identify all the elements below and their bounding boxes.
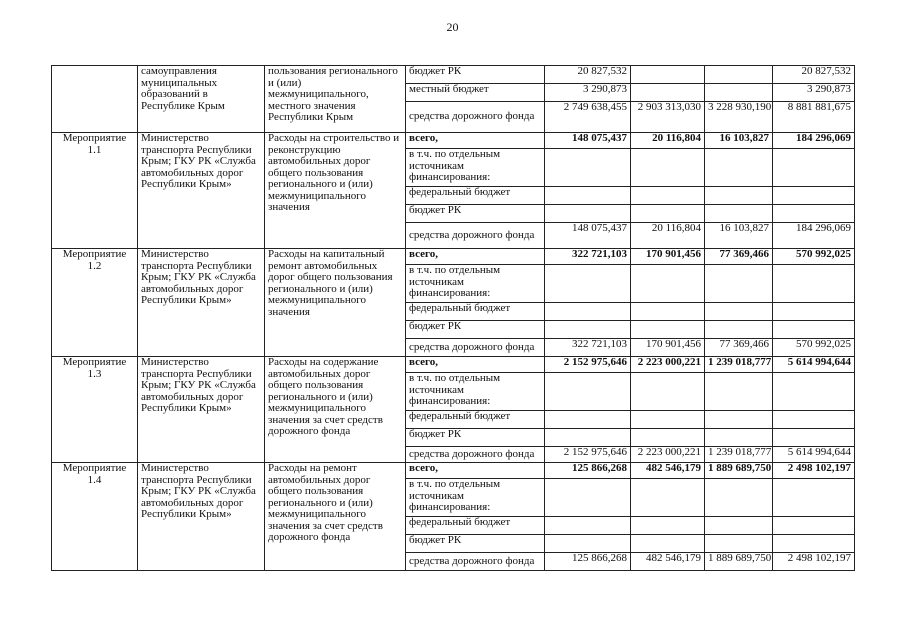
value-cell xyxy=(631,303,705,321)
total-cell xyxy=(773,187,855,205)
total-cell: 3 290,873 xyxy=(773,84,855,102)
table-row xyxy=(52,133,855,149)
description-cell: пользования регионального и (или) межмуниципального, местного значения Республики Крым xyxy=(265,66,406,133)
total-cell xyxy=(773,479,855,517)
value-cell xyxy=(705,66,773,84)
total-cell xyxy=(773,321,855,339)
value-cell xyxy=(631,535,705,553)
value-cell xyxy=(631,479,705,517)
value-cell: 20 827,532 xyxy=(545,66,631,84)
executor-cell: Министерство транспорта Республики Крым; ГКУ РК «Служба автомобильных дорог Республики Крым» xyxy=(138,357,265,463)
value-cell xyxy=(705,84,773,102)
value-cell: 2 223 000,221 xyxy=(631,357,705,373)
source-cell: бюджет РК xyxy=(406,321,545,339)
source-cell: в т.ч. по отдельным источникам финансирования: xyxy=(406,373,545,411)
total-cell: 184 296,069 xyxy=(773,133,855,149)
total-cell xyxy=(773,429,855,447)
value-cell: 20 116,804 xyxy=(631,223,705,249)
measure-cell: Мероприятие 1.4 xyxy=(52,463,138,571)
source-cell: всего, xyxy=(406,133,545,149)
value-cell: 20 116,804 xyxy=(631,133,705,149)
total-cell xyxy=(773,205,855,223)
source-cell: в т.ч. по отдельным источникам финансирования: xyxy=(406,265,545,303)
value-cell xyxy=(631,265,705,303)
total-cell: 20 827,532 xyxy=(773,66,855,84)
value-cell xyxy=(631,321,705,339)
value-cell: 1 239 018,777 xyxy=(705,447,773,463)
value-cell xyxy=(705,535,773,553)
value-cell xyxy=(545,479,631,517)
total-cell xyxy=(773,373,855,411)
value-cell: 77 369,466 xyxy=(705,339,773,357)
value-cell: 482 546,179 xyxy=(631,463,705,479)
value-cell: 2 749 638,455 xyxy=(545,102,631,133)
source-cell: всего, xyxy=(406,357,545,373)
value-cell xyxy=(545,149,631,187)
page-number: 20 xyxy=(446,20,459,34)
total-cell xyxy=(773,149,855,187)
value-cell xyxy=(705,303,773,321)
value-cell: 125 866,268 xyxy=(545,463,631,479)
source-cell: всего, xyxy=(406,249,545,265)
value-cell xyxy=(705,479,773,517)
value-cell xyxy=(545,187,631,205)
total-cell xyxy=(773,303,855,321)
source-cell: средства дорожного фонда xyxy=(406,447,545,463)
description-cell: Расходы на содержание автомобильных дорог общего пользования регионального и (или) межмуниципального значения за счет средств дорожного фонда xyxy=(265,357,406,463)
value-cell: 170 901,456 xyxy=(631,249,705,265)
value-cell: 322 721,103 xyxy=(545,249,631,265)
source-cell: средства дорожного фонда xyxy=(406,339,545,357)
table-row xyxy=(52,249,855,265)
total-cell xyxy=(773,517,855,535)
total-cell: 5 614 994,644 xyxy=(773,447,855,463)
total-cell: 8 881 881,675 xyxy=(773,102,855,133)
value-cell xyxy=(545,205,631,223)
value-cell xyxy=(705,321,773,339)
total-cell xyxy=(773,265,855,303)
value-cell: 125 866,268 xyxy=(545,553,631,571)
executor-cell: Министерство транспорта Республики Крым; ГКУ РК «Служба автомобильных дорог Республики Крым» xyxy=(138,249,265,357)
source-cell: средства дорожного фонда xyxy=(406,102,545,133)
source-cell: местный бюджет xyxy=(406,84,545,102)
executor-cell: Министерство транспорта Республики Крым; ГКУ РК «Служба автомобильных дорог Республики Крым» xyxy=(138,133,265,249)
source-cell: федеральный бюджет xyxy=(406,411,545,429)
description-cell: Расходы на строительство и реконструкцию автомобильных дорог общего пользования регионального и (или) межмуниципального значения xyxy=(265,133,406,249)
source-cell: федеральный бюджет xyxy=(406,303,545,321)
value-cell: 2 152 975,646 xyxy=(545,357,631,373)
value-cell: 482 546,179 xyxy=(631,553,705,571)
value-cell: 170 901,456 xyxy=(631,339,705,357)
value-cell: 1 889 689,750 xyxy=(705,463,773,479)
description-cell: Расходы на ремонт автомобильных дорог общего пользования регионального и (или) межмуниципального значения за счет средств дорожного фонда xyxy=(265,463,406,571)
source-cell: средства дорожного фонда xyxy=(406,223,545,249)
value-cell xyxy=(631,205,705,223)
total-cell: 2 498 102,197 xyxy=(773,553,855,571)
value-cell xyxy=(545,429,631,447)
value-cell xyxy=(631,411,705,429)
total-cell: 570 992,025 xyxy=(773,249,855,265)
value-cell xyxy=(545,535,631,553)
total-cell: 184 296,069 xyxy=(773,223,855,249)
value-cell xyxy=(631,84,705,102)
value-cell xyxy=(705,411,773,429)
executor-cell: самоуправления муниципальных образований в Республике Крым xyxy=(138,66,265,133)
total-cell: 5 614 994,644 xyxy=(773,357,855,373)
value-cell xyxy=(545,373,631,411)
value-cell xyxy=(545,303,631,321)
measure-cell: Мероприятие 1.3 xyxy=(52,357,138,463)
measure-cell: Мероприятие 1.2 xyxy=(52,249,138,357)
funding-table xyxy=(51,65,855,571)
table-row xyxy=(52,66,855,84)
value-cell xyxy=(631,187,705,205)
value-cell xyxy=(705,373,773,411)
source-cell: бюджет РК xyxy=(406,66,545,84)
value-cell xyxy=(705,187,773,205)
value-cell: 1 889 689,750 xyxy=(705,553,773,571)
description-cell: Расходы на капитальный ремонт автомобильных дорог общего пользования регионального и (или) межмуниципального значения xyxy=(265,249,406,357)
value-cell xyxy=(705,517,773,535)
value-cell xyxy=(631,429,705,447)
value-cell: 322 721,103 xyxy=(545,339,631,357)
value-cell: 2 903 313,030 xyxy=(631,102,705,133)
value-cell xyxy=(631,517,705,535)
value-cell: 16 103,827 xyxy=(705,223,773,249)
value-cell: 148 075,437 xyxy=(545,133,631,149)
total-cell xyxy=(773,411,855,429)
value-cell: 3 228 930,190 xyxy=(705,102,773,133)
source-cell: в т.ч. по отдельным источникам финансирования: xyxy=(406,149,545,187)
value-cell xyxy=(631,149,705,187)
measure-cell xyxy=(52,66,138,133)
value-cell xyxy=(545,517,631,535)
value-cell: 16 103,827 xyxy=(705,133,773,149)
executor-cell: Министерство транспорта Республики Крым; ГКУ РК «Служба автомобильных дорог Республики Крым» xyxy=(138,463,265,571)
source-cell: бюджет РК xyxy=(406,205,545,223)
value-cell: 77 369,466 xyxy=(705,249,773,265)
source-cell: всего, xyxy=(406,463,545,479)
source-cell: федеральный бюджет xyxy=(406,517,545,535)
source-cell: средства дорожного фонда xyxy=(406,553,545,571)
value-cell xyxy=(545,411,631,429)
value-cell xyxy=(705,205,773,223)
value-cell: 3 290,873 xyxy=(545,84,631,102)
total-cell: 570 992,025 xyxy=(773,339,855,357)
value-cell: 2 152 975,646 xyxy=(545,447,631,463)
total-cell: 2 498 102,197 xyxy=(773,463,855,479)
value-cell xyxy=(631,373,705,411)
value-cell xyxy=(545,321,631,339)
value-cell xyxy=(705,429,773,447)
value-cell xyxy=(631,66,705,84)
value-cell: 1 239 018,777 xyxy=(705,357,773,373)
source-cell: бюджет РК xyxy=(406,429,545,447)
value-cell xyxy=(705,265,773,303)
value-cell: 2 223 000,221 xyxy=(631,447,705,463)
value-cell xyxy=(545,265,631,303)
value-cell xyxy=(705,149,773,187)
source-cell: в т.ч. по отдельным источникам финансирования: xyxy=(406,479,545,517)
total-cell xyxy=(773,535,855,553)
source-cell: федеральный бюджет xyxy=(406,187,545,205)
table-row xyxy=(52,463,855,479)
table-row xyxy=(52,357,855,373)
measure-cell: Мероприятие 1.1 xyxy=(52,133,138,249)
source-cell: бюджет РК xyxy=(406,535,545,553)
value-cell: 148 075,437 xyxy=(545,223,631,249)
